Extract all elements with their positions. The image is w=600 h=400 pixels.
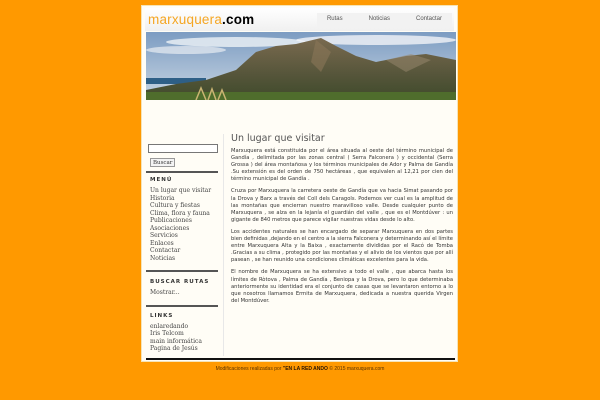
menu-item-asociaciones[interactable] xyxy=(150,225,221,233)
links-heading: LINKS xyxy=(150,312,174,319)
menu-item-contactar[interactable] xyxy=(150,247,221,255)
routes-show-link[interactable] xyxy=(150,289,221,297)
section-divider xyxy=(146,270,218,272)
menu-list xyxy=(150,187,221,262)
link-iris-telcom[interactable] xyxy=(150,330,221,338)
footer-prefix: Modificaciones realizadas por xyxy=(215,366,283,372)
page-title: Un lugar que visitar xyxy=(231,133,325,144)
menu-item-publicaciones[interactable] xyxy=(150,217,221,225)
routes-list xyxy=(150,289,221,297)
external-link[interactable]: enlaredando xyxy=(150,322,189,330)
menu-link[interactable]: Un lugar que visitar xyxy=(150,187,212,194)
sidebar-divider-vertical xyxy=(223,134,224,356)
search-button[interactable]: Buscar xyxy=(150,158,175,167)
sidebar xyxy=(146,134,221,353)
section-divider xyxy=(146,305,218,307)
nav-contactar[interactable]: Contactar xyxy=(415,16,442,22)
top-nav xyxy=(317,13,452,27)
menu-link[interactable]: Historia xyxy=(150,194,175,202)
nav-rutas[interactable]: Rutas xyxy=(326,16,343,22)
menu-item-un-lugar[interactable] xyxy=(150,187,221,195)
menu-link[interactable]: Servicios xyxy=(150,232,178,239)
bottom-divider xyxy=(146,358,455,360)
routes-link[interactable]: Mostrar... xyxy=(150,289,180,296)
menu-item-noticias[interactable] xyxy=(150,255,221,263)
content-paragraph: Cruza por Marxuquera la carretera oeste de Gandía que va hacia Simat pasando por la Drova y Barx a través del Coll dels Caragols. Podemos ver cual es la amplitud de las montañas que encierran nuestro maravilloso valle. Desde cualquier punto de Marxuquera , se alza en la lejanía el guardián del valle , que es el Montdúver : un gigante de 840 metros que parece vigilar nuestras vidas desde lo alto. xyxy=(231,188,453,223)
header xyxy=(145,8,454,31)
external-link[interactable]: Pagina de Jesús xyxy=(150,345,198,352)
external-link[interactable]: Iris Telcom xyxy=(150,330,184,337)
menu-heading: MENÚ xyxy=(150,177,173,183)
search-input[interactable] xyxy=(148,144,218,153)
menu-item-cultura[interactable] xyxy=(150,202,221,210)
menu-link[interactable]: Noticias xyxy=(150,254,176,262)
link-enlaredando[interactable] xyxy=(150,323,221,331)
site-logo[interactable] xyxy=(148,12,254,27)
link-pagina-jesus[interactable] xyxy=(150,345,221,353)
footer xyxy=(0,366,600,372)
menu-link[interactable]: Cultura y fiestas xyxy=(150,202,200,209)
section-divider xyxy=(146,171,218,173)
page-container xyxy=(141,5,458,362)
menu-link[interactable]: Enlaces xyxy=(150,239,174,247)
main-content xyxy=(231,133,453,310)
menu-link[interactable]: Contactar xyxy=(150,247,181,254)
menu-item-servicios[interactable] xyxy=(150,232,221,240)
menu-link[interactable]: Publicaciones xyxy=(150,217,192,224)
routes-heading: BUSCAR RUTAS xyxy=(150,279,210,285)
menu-link[interactable]: Asociaciones xyxy=(150,224,190,232)
banner-image xyxy=(146,32,456,100)
nav-noticias[interactable]: Noticias xyxy=(368,16,390,22)
menu-item-historia[interactable] xyxy=(150,195,221,203)
link-main-informatica[interactable] xyxy=(150,338,221,346)
mountain-landscape-image xyxy=(146,32,456,100)
logo-text-tld: .com xyxy=(222,12,255,27)
content-paragraph: El nombre de Marxuquera se ha extensivo a todo el valle , que abarca hasta los límites de Ròtova , Palma de Gandía , Beniopa y la Drova, pero lo que determinaba anteriormente su identidad era el conjunto de casas que se levantaron entorno a lo que nosotros llamamos Ermita de Marxuquera, dedicada a nuestra querida Virgen del Montdúver. xyxy=(231,269,453,304)
content-paragraph: Marxuquera está constituida por el área situada al oeste del término municipal de Gandía , delimitada por las zonas central ( Serra Falconera ) y occidental (Serra Grossa ) del área montañosa y los términos municipales de Ador y Palma de Gandía .Su extensión es del orden de 750 hectáreas , que equivalen al 12,21 por cien del término municipal de Gandía . xyxy=(231,148,453,183)
logo-text-name: marxuquera xyxy=(148,12,223,27)
footer-author-link[interactable]: "EN LA RED ANDO xyxy=(282,366,328,372)
links-list xyxy=(150,323,221,353)
footer-copyright: © 2015 marxuquera.com xyxy=(327,366,385,372)
external-link[interactable]: main informática xyxy=(150,337,202,345)
menu-item-enlaces[interactable] xyxy=(150,240,221,248)
content-paragraph: Los accidentes naturales se han encargado de separar Marxuquera en dos partes bien definidas ,dejando en el centro a la sierra Falconera y determinando así el límite entre Marxuquera Alta y la Baixa , exactamente divididas por el Racó de Tomba .Gracias a su clima , protegido por las montañas y el alivio de los vientos que por allí pasean , se han reunido una condiciones climáticas excelentes para la vida. xyxy=(231,228,453,264)
menu-link[interactable]: Clima, flora y fauna xyxy=(150,209,210,217)
menu-item-clima[interactable] xyxy=(150,210,221,218)
